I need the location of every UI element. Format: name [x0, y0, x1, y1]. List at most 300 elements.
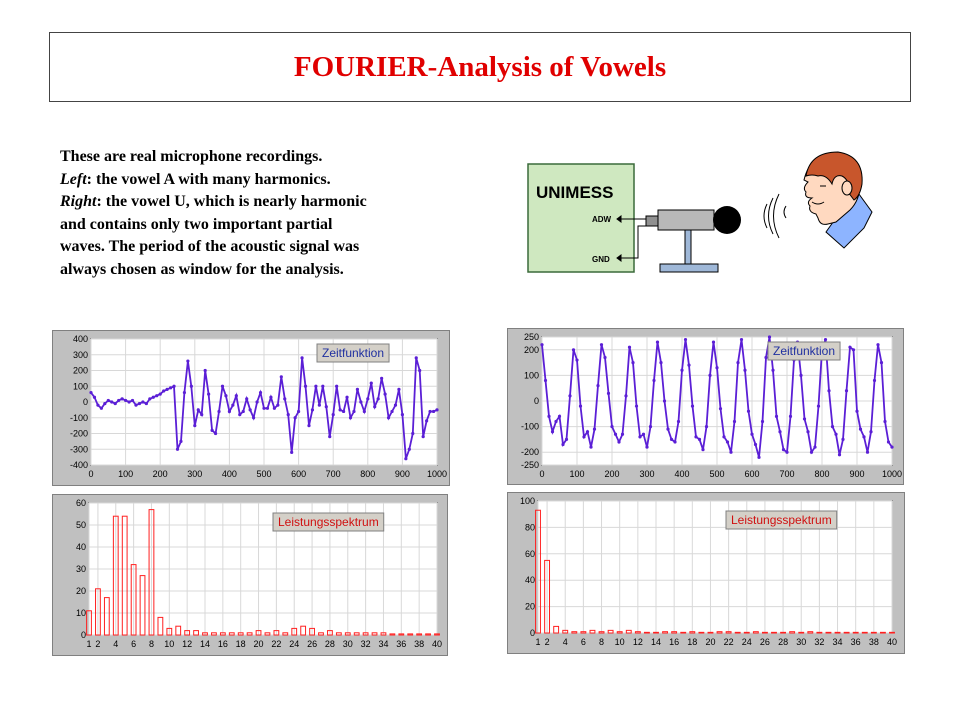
data-point	[100, 407, 103, 410]
x-tick-label: 22	[723, 637, 734, 647]
x-tick-label: 14	[650, 637, 662, 647]
x-tick-label: 30	[796, 637, 807, 647]
data-point	[384, 393, 387, 396]
data-point	[387, 416, 390, 419]
spectrum-bar	[762, 632, 767, 633]
data-point	[249, 408, 252, 411]
y-tick-label: 0	[80, 630, 86, 640]
data-point	[273, 407, 276, 410]
data-point	[838, 453, 841, 456]
x-tick-label: 18	[687, 637, 698, 647]
y-tick-label: 20	[75, 586, 86, 596]
right-description: : the vowel U, which is nearly harmonic	[96, 193, 367, 210]
data-point	[114, 402, 117, 405]
data-point	[771, 369, 774, 372]
data-point	[547, 415, 550, 418]
y-tick-label: 60	[75, 498, 86, 508]
y-tick-label: -250	[520, 460, 539, 470]
data-point	[121, 397, 124, 400]
x-tick-label: 0	[539, 469, 545, 479]
x-tick-label: 18	[235, 639, 246, 649]
spectrum-bar	[744, 632, 749, 633]
data-point	[428, 410, 431, 413]
left-time-chart	[52, 330, 450, 486]
data-point	[131, 399, 134, 402]
data-point	[750, 433, 753, 436]
data-point	[307, 424, 310, 427]
data-point	[404, 457, 407, 460]
data-point	[321, 385, 324, 388]
data-point	[596, 384, 599, 387]
x-tick-label: 32	[814, 637, 825, 647]
spectrum-bar	[708, 632, 713, 633]
description-line-1: These are real microphone recordings.	[60, 148, 323, 165]
data-point	[352, 410, 355, 413]
legend-label: Zeitfunktion	[322, 346, 385, 360]
x-tick-label: 500	[256, 469, 272, 479]
data-point	[862, 435, 865, 438]
data-point	[582, 435, 585, 438]
y-tick-label: 10	[75, 608, 86, 618]
spectrum-bar	[871, 632, 876, 633]
x-tick-label: 36	[850, 637, 861, 647]
data-point	[845, 389, 848, 392]
x-tick-label: 1	[86, 639, 92, 649]
spectrum-bar	[644, 632, 649, 633]
data-point	[217, 410, 220, 413]
data-point	[887, 440, 890, 443]
y-tick-label: 20	[524, 601, 535, 612]
x-tick-label: 24	[741, 637, 752, 647]
data-point	[656, 341, 659, 344]
x-tick-label: 26	[307, 639, 318, 649]
x-tick-label: 300	[187, 469, 203, 479]
data-point	[617, 440, 620, 443]
description-line-4: and contains only two important partial	[60, 215, 333, 233]
data-point	[624, 394, 627, 397]
data-point	[813, 445, 816, 448]
x-tick-label: 38	[868, 637, 879, 647]
y-tick-label: 40	[75, 542, 86, 552]
data-point	[558, 415, 561, 418]
data-point	[228, 410, 231, 413]
data-point	[141, 400, 144, 403]
data-point	[190, 385, 193, 388]
data-point	[827, 389, 830, 392]
data-point	[824, 338, 827, 341]
spectrum-bar	[772, 632, 777, 633]
right-label: Right	[60, 193, 97, 210]
spectrum-bar	[735, 632, 740, 633]
data-point	[848, 346, 851, 349]
data-point	[729, 451, 732, 454]
data-point	[89, 391, 92, 394]
data-point	[200, 413, 203, 416]
y-tick-label: 250	[523, 332, 539, 342]
data-point	[712, 341, 715, 344]
y-tick-label: -400	[69, 460, 88, 470]
data-point	[708, 374, 711, 377]
data-point	[422, 435, 425, 438]
data-point	[110, 400, 113, 403]
x-tick-label: 500	[709, 469, 725, 479]
data-point	[890, 445, 893, 448]
x-tick-label: 16	[217, 639, 228, 649]
spectrum-bar	[853, 632, 858, 633]
y-tick-label: 0	[529, 628, 535, 638]
legend-label: Leistungsspektrum	[731, 513, 832, 527]
data-point	[579, 405, 582, 408]
x-tick-label: 8	[148, 639, 154, 649]
adw-port-label: ADW	[592, 215, 612, 224]
x-tick-label: 1	[535, 637, 541, 647]
x-tick-label: 40	[431, 639, 443, 649]
data-point	[145, 402, 148, 405]
y-tick-label: 60	[524, 548, 535, 559]
right-time-svg	[508, 329, 903, 484]
data-point	[96, 404, 99, 407]
data-point	[117, 399, 120, 402]
data-point	[698, 438, 701, 441]
data-point	[841, 438, 844, 441]
plot-area	[538, 501, 892, 633]
x-tick-label: 4	[562, 637, 568, 647]
spectrum-bar	[681, 632, 686, 633]
data-point	[408, 448, 411, 451]
data-point	[607, 392, 610, 395]
description-line-3	[60, 191, 480, 214]
y-tick-label: 40	[524, 575, 535, 586]
x-tick-label: 12	[182, 639, 193, 649]
description-line-6: always chosen as window for the analysis.	[60, 260, 344, 278]
data-point	[186, 359, 189, 362]
x-tick-label: 30	[342, 639, 353, 649]
data-point	[342, 410, 345, 413]
data-point	[659, 361, 662, 364]
data-point	[687, 364, 690, 367]
x-tick-label: 28	[778, 637, 789, 647]
x-tick-label: 20	[253, 639, 264, 649]
x-tick-label: 20	[705, 637, 716, 647]
data-point	[572, 348, 575, 351]
data-point	[418, 369, 421, 372]
legend	[768, 342, 840, 360]
x-tick-label: 400	[674, 469, 690, 479]
y-tick-label: 400	[72, 334, 88, 344]
data-point	[134, 404, 137, 407]
data-point	[565, 438, 568, 441]
spectrum-bar	[826, 632, 831, 633]
legend	[273, 513, 384, 531]
data-point	[390, 410, 393, 413]
person-head-icon	[804, 152, 872, 248]
data-point	[356, 388, 359, 391]
page-title: FOURIER-Analysis of Vowels	[293, 50, 667, 83]
data-point	[242, 410, 245, 413]
left-spectrum-svg	[53, 495, 447, 655]
x-tick-label: 36	[396, 639, 407, 649]
data-point	[782, 448, 785, 451]
right-spectrum-chart	[507, 492, 905, 654]
data-point	[314, 385, 317, 388]
data-point	[127, 400, 130, 403]
x-tick-label: 2	[544, 637, 550, 647]
data-point	[311, 408, 314, 411]
data-point	[304, 385, 307, 388]
data-point	[589, 445, 592, 448]
y-tick-label: 0	[533, 396, 539, 406]
spectrum-bar	[781, 632, 786, 633]
data-point	[259, 391, 262, 394]
data-point	[817, 405, 820, 408]
data-point	[276, 404, 279, 407]
data-point	[207, 393, 210, 396]
data-point	[179, 440, 182, 443]
y-tick-label: -200	[69, 428, 88, 439]
data-point	[614, 433, 617, 436]
x-tick-label: 12	[632, 637, 643, 647]
data-point	[642, 433, 645, 436]
data-point	[155, 394, 158, 397]
data-point	[764, 356, 767, 359]
data-point	[93, 396, 96, 399]
data-point	[600, 343, 603, 346]
x-tick-label: 200	[152, 469, 168, 479]
x-tick-label: 200	[604, 469, 620, 479]
legend-label: Leistungsspektrum	[278, 515, 379, 529]
x-tick-label: 1000	[881, 469, 903, 479]
data-point	[415, 356, 418, 359]
data-point	[757, 456, 760, 459]
data-point	[540, 343, 543, 346]
data-point	[715, 366, 718, 369]
data-point	[645, 445, 648, 448]
data-point	[435, 408, 438, 411]
data-point	[701, 448, 704, 451]
data-point	[252, 416, 255, 419]
legend	[726, 511, 837, 529]
data-point	[740, 338, 743, 341]
data-point	[603, 356, 606, 359]
description-line-5: waves. The period of the acoustic signal was	[60, 238, 360, 255]
spectrum-bar	[654, 632, 659, 633]
data-point	[673, 440, 676, 443]
data-point	[726, 440, 729, 443]
data-point	[432, 410, 435, 413]
data-point	[883, 420, 886, 423]
data-point	[373, 405, 376, 408]
x-tick-label: 10	[164, 639, 175, 649]
data-point	[649, 425, 652, 428]
data-point	[621, 433, 624, 436]
x-tick-label: 800	[814, 469, 830, 479]
data-point	[328, 435, 331, 438]
y-tick-label: 80	[524, 522, 535, 533]
data-point	[169, 386, 172, 389]
data-point	[778, 430, 781, 433]
data-point	[411, 432, 414, 435]
left-time-svg	[53, 331, 449, 485]
left-spectrum-chart	[52, 494, 448, 656]
data-point	[789, 415, 792, 418]
data-point	[736, 361, 739, 364]
spectrum-bar	[880, 632, 885, 633]
data-point	[377, 397, 380, 400]
data-point	[551, 430, 554, 433]
data-point	[694, 435, 697, 438]
data-point	[859, 428, 862, 431]
data-point	[628, 346, 631, 349]
data-point	[211, 429, 214, 432]
data-point	[775, 415, 778, 418]
data-point	[754, 443, 757, 446]
data-point	[183, 391, 186, 394]
gnd-port-label: GND	[592, 255, 610, 264]
data-point	[349, 416, 352, 419]
data-point	[269, 396, 272, 399]
data-point	[425, 419, 428, 422]
data-point	[176, 448, 179, 451]
data-point	[397, 388, 400, 391]
data-point	[586, 430, 589, 433]
data-point	[705, 425, 708, 428]
data-point	[166, 388, 169, 391]
sound-waves-icon	[764, 194, 786, 238]
data-point	[380, 377, 383, 380]
y-tick-label: 30	[75, 564, 86, 574]
left-description: : the vowel A with many harmonics.	[86, 170, 331, 188]
data-point	[743, 369, 746, 372]
data-point	[684, 338, 687, 341]
data-point	[635, 405, 638, 408]
legend	[317, 344, 389, 362]
data-point	[255, 400, 258, 403]
data-point	[670, 438, 673, 441]
data-point	[245, 397, 248, 400]
data-point	[761, 420, 764, 423]
data-point	[124, 399, 127, 402]
data-point	[152, 396, 155, 399]
data-point	[855, 410, 858, 413]
y-tick-label: 300	[72, 349, 88, 360]
y-tick-label: -300	[69, 444, 88, 455]
data-point	[631, 361, 634, 364]
data-point	[799, 374, 802, 377]
data-point	[554, 420, 557, 423]
data-point	[197, 408, 200, 411]
data-point	[768, 335, 771, 338]
description	[60, 146, 480, 281]
y-tick-label: -100	[69, 412, 88, 423]
data-point	[318, 404, 321, 407]
x-tick-label: 26	[759, 637, 770, 647]
microphone-icon	[646, 206, 741, 272]
x-tick-label: 34	[378, 639, 389, 649]
data-point	[297, 410, 300, 413]
y-tick-label: 0	[82, 397, 88, 407]
data-point	[366, 397, 369, 400]
x-tick-label: 2	[95, 639, 101, 649]
data-point	[401, 413, 404, 416]
x-tick-label: 100	[569, 469, 585, 479]
data-point	[214, 432, 217, 435]
x-tick-label: 4	[113, 639, 119, 649]
data-point	[148, 397, 151, 400]
x-tick-label: 0	[88, 469, 94, 479]
x-tick-label: 400	[221, 469, 237, 479]
x-tick-label: 32	[360, 639, 371, 649]
x-tick-label: 900	[849, 469, 865, 479]
data-point	[593, 428, 596, 431]
spectrum-bar	[890, 632, 895, 633]
y-tick-label: -100	[520, 421, 539, 432]
measurement-setup-diagram	[520, 140, 880, 290]
data-point	[193, 424, 196, 427]
data-point	[103, 402, 106, 405]
x-tick-label: 1000	[426, 469, 448, 479]
x-tick-label: 600	[744, 469, 760, 479]
data-point	[719, 407, 722, 410]
data-point	[345, 396, 348, 399]
data-point	[394, 404, 397, 407]
data-point	[235, 394, 238, 397]
x-tick-label: 24	[289, 639, 300, 649]
data-point	[652, 379, 655, 382]
data-point	[359, 400, 362, 403]
x-tick-label: 300	[639, 469, 655, 479]
data-point	[733, 420, 736, 423]
y-tick-label: 100	[72, 381, 88, 392]
x-tick-label: 16	[669, 637, 680, 647]
y-tick-label: 200	[72, 365, 88, 376]
data-point	[138, 402, 141, 405]
data-point	[880, 361, 883, 364]
data-point	[300, 356, 303, 359]
data-point	[370, 382, 373, 385]
data-point	[172, 385, 175, 388]
data-point	[722, 435, 725, 438]
data-point	[238, 413, 241, 416]
data-point	[610, 425, 613, 428]
legend-label: Zeitfunktion	[773, 344, 836, 358]
spectrum-bar	[835, 632, 840, 633]
data-point	[339, 408, 342, 411]
x-tick-label: 900	[394, 469, 410, 479]
description-line-2	[60, 169, 480, 192]
data-point	[159, 393, 162, 396]
data-point	[677, 420, 680, 423]
y-tick-label: -200	[520, 447, 539, 458]
x-tick-label: 600	[291, 469, 307, 479]
data-point	[290, 451, 293, 454]
left-label: Left	[60, 170, 87, 188]
data-point	[266, 407, 269, 410]
data-point	[834, 433, 837, 436]
data-point	[852, 348, 855, 351]
x-tick-label: 100	[118, 469, 134, 479]
right-spectrum-svg	[508, 493, 904, 653]
x-tick-label: 700	[325, 469, 341, 479]
data-point	[869, 430, 872, 433]
data-point	[747, 410, 750, 413]
data-point	[204, 369, 207, 372]
spectrum-bar	[844, 632, 849, 633]
x-tick-label: 6	[580, 637, 586, 647]
data-point	[280, 375, 283, 378]
data-point	[283, 397, 286, 400]
data-point	[294, 416, 297, 419]
y-tick-label: 50	[75, 520, 86, 530]
